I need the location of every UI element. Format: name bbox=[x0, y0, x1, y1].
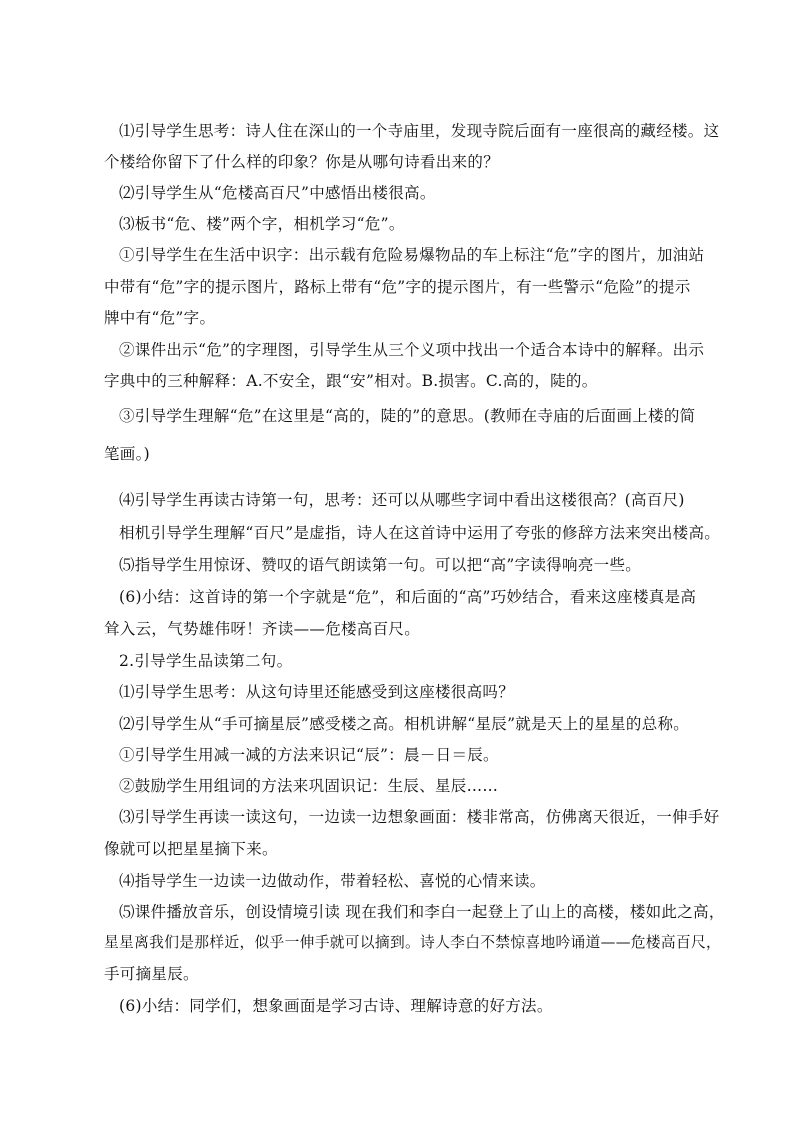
text-line: 字典中的三种解释：A.不安全，跟“安”相对。B.损害。C.高的，陡的。 bbox=[104, 372, 598, 390]
text-line: (6)小结：这首诗的第一个字就是“危”，和后面的“高”巧妙结合，看来这座楼真是高 bbox=[119, 588, 697, 606]
text-line: ⑵引导学生从“危楼高百尺”中感悟出楼很高。 bbox=[119, 184, 436, 202]
text-line: ②课件出示“危”的字理图，引导学生从三个义项中找出一个适合本诗中的解释。出示 bbox=[119, 341, 705, 359]
text-line: ⑴引导学生思考：从这句诗里还能感受到这座楼很高吗？ bbox=[119, 683, 515, 701]
text-line: ①引导学生用减一减的方法来识记“辰”：晨－日＝辰。 bbox=[119, 746, 499, 764]
text-line: 相机引导学生理解“百尺”是虚指，诗人在这首诗中运用了夸张的修辞方法来突出楼高。 bbox=[119, 524, 721, 542]
text-line: ⑴引导学生思考：诗人住在深山的一个寺庙里，发现寺院后面有一座很高的藏经楼。这 bbox=[119, 122, 720, 140]
text-line: 个楼给你留下了什么样的印象？你是从哪句诗看出来的？ bbox=[104, 153, 500, 171]
text-line: ⑶板书“危、楼”两个字，相机学习“危”。 bbox=[119, 215, 405, 233]
text-line: 耸入云，气势雄伟呀！齐读——危楼高百尺。 bbox=[104, 620, 421, 638]
text-line: 笔画。) bbox=[104, 445, 150, 463]
text-line: 像就可以把星星摘下来。 bbox=[104, 840, 278, 858]
text-line: 牌中有“危”字。 bbox=[104, 309, 216, 327]
text-line: ⑷指导学生一边读一边做动作，带着轻松、喜悦的心情来读。 bbox=[119, 872, 546, 890]
text-line: ①引导学生在生活中识字：出示载有危险易爆物品的车上标注“危”字的图片，加油站 bbox=[119, 246, 705, 264]
text-line: 中带有“危”字的提示图片，路标上带有“危”字的提示图片，有一些警示“危险”的提示 bbox=[104, 278, 691, 296]
text-line: ⑷引导学生再读古诗第一句，思考：还可以从哪些字词中看出这楼很高？(高百尺) bbox=[119, 491, 685, 509]
text-line: 2.引导学生品读第二句。 bbox=[119, 652, 293, 670]
text-line: 手可摘星辰。 bbox=[104, 965, 199, 983]
text-line: ⑸课件播放音乐，创设情境引读 现在我们和李白一起登上了山上的高楼，楼如此之高， bbox=[119, 903, 725, 921]
text-line: ⑶引导学生再读一读这句，一边读一边想象画面：楼非常高，仿佛离天很近，一伸手好 bbox=[119, 808, 720, 826]
text-line: ②鼓励学生用组词的方法来巩固识记：生辰、星辰…… bbox=[119, 777, 499, 795]
text-line: (6)小结：同学们，想象画面是学习古诗、理解诗意的好方法。 bbox=[119, 997, 553, 1015]
text-line: ⑸指导学生用惊讶、赞叹的语气朗读第一句。可以把“高”字读得响亮一些。 bbox=[119, 556, 642, 574]
text-line: ③引导学生理解“危”在这里是“高的，陡的”的意思。(教师在寺庙的后面画上楼的简 bbox=[119, 407, 696, 425]
text-line: ⑵引导学生从“手可摘星辰”感受楼之高。相机讲解“星辰”就是天上的星星的总称。 bbox=[119, 715, 690, 733]
text-line: 星星离我们是那样近，似乎一伸手就可以摘到。诗人李白不禁惊喜地吟诵道——危楼高百尺， bbox=[104, 934, 722, 951]
